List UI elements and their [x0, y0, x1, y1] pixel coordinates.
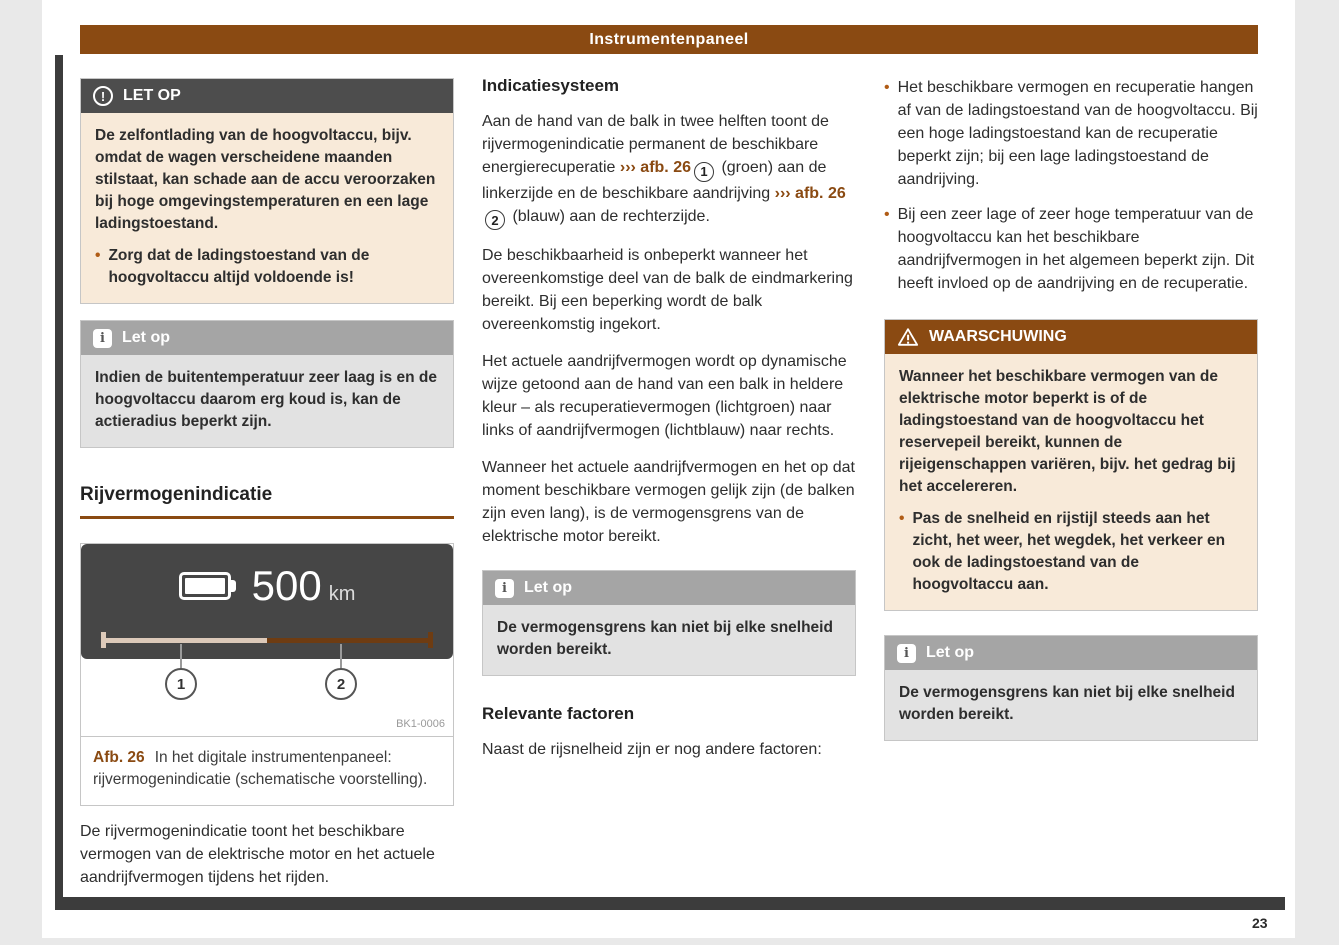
note-box-col3 [884, 635, 1258, 741]
page-header-title: Instrumentenpaneel [589, 30, 749, 48]
col2-paragraph-4: Wanneer het actuele aandrijfvermogen en het op dat moment beschikbare vermogen gelijk zijn (de balken zijn even lang), is de vermogensgrens van de elektrische motor bereikt. [482, 459, 855, 545]
info-icon: i [495, 579, 514, 598]
drive-segment [267, 638, 433, 643]
exclamation-circle-icon: ! [93, 86, 113, 106]
note-text: De vermogensgrens kan niet bij elke snelheid worden bereikt. [899, 684, 1235, 723]
afb26-reference-1: ››› afb. 26 [619, 159, 691, 176]
figure-caption-label: Afb. 26 [93, 749, 145, 766]
note-box-col1 [80, 320, 454, 448]
col3-bullet-1 [884, 76, 1258, 191]
note-box-body [885, 670, 1257, 740]
callout-line-1 [180, 644, 182, 670]
battery-body [179, 572, 231, 600]
caution-box [80, 78, 454, 304]
caution-box-title: LET OP [123, 87, 181, 104]
note-box-header [483, 571, 855, 605]
bullet-dot: • [884, 79, 890, 96]
column-3 [884, 68, 1258, 889]
caution-bullet-item [95, 245, 439, 289]
caution-text: De zelfontlading van de hoogvoltaccu, bijv. omdat de wagen verscheidene maanden stilstaat, kan schade aan de accu veroorzaken bij hoge omgevingstemperaturen en een lage ladingstoestand. [95, 127, 436, 232]
range-readout [252, 562, 356, 610]
recuperation-segment [101, 638, 267, 643]
p1-text-3: (blauw) aan de rechterzijde. [508, 207, 710, 225]
note-box-title: Let op [926, 644, 974, 661]
col3-bullet-2-text: Bij een zeer lage of zeer hoge temperatuur van de hoogvoltaccu kan het beschikbare aandrijfvermogen in het algemeen beperkt zijn. Dit heeft invloed op de aandrijving en de recuperatie. [897, 206, 1255, 292]
warning-box [884, 319, 1258, 611]
warning-text: Wanneer het beschikbare vermogen van de elektrische motor beperkt is of de ladingstoestand van de hoogvoltaccu het reservepeil bereikt, kunnen de rijeigenschappen variëren, bijv. het gedrag bij het accelereren. [899, 368, 1236, 495]
figure-afb-26 [80, 543, 454, 806]
col2-paragraph-5: Naast de rijsnelheid zijn er nog andere factoren: [482, 741, 822, 758]
caution-bullet-text: Zorg dat de ladingstoestand van de hoogvoltaccu altijd voldoende is! [108, 247, 370, 286]
figure-image [81, 544, 453, 736]
info-icon: i [93, 329, 112, 348]
battery-terminal [231, 580, 236, 592]
caution-box-header [81, 79, 453, 113]
note-box-title: Let op [122, 329, 170, 346]
bullet-dot: • [884, 206, 890, 223]
col2-paragraph-2: De beschikbaarheid is onbeperkt wanneer het overeenkomstige deel van de balk de eindmarkering bereikt. Bij een beperking wordt de balk overeenkomstig ingekort. [482, 247, 853, 333]
p1-text-1: Aan de hand van de balk in twee helften toont de rijvermogenindicatie permanent de beschikbare energierecuperatie [482, 113, 829, 176]
figure-code: BK1-0006 [396, 718, 445, 730]
note-box-title: Let op [524, 579, 572, 596]
page-number: 23 [1252, 915, 1268, 931]
callout-ref-1: 1 [694, 162, 714, 182]
afb26-reference-2: ››› afb. 26 [774, 184, 846, 202]
section-heading: Rijvermogenindicatie [80, 484, 454, 519]
note-text: Indien de buitentemperatuur zeer laag is en de hoogvoltaccu daarom erg koud is, kan de actieradius beperkt zijn. [95, 369, 437, 430]
warning-bullet-item [899, 508, 1243, 596]
warning-box-body [885, 354, 1257, 610]
callout-ref-2: 2 [485, 210, 505, 230]
warning-box-title: WAARSCHUWING [929, 328, 1067, 345]
page-content [80, 68, 1258, 889]
note-box-header [885, 636, 1257, 670]
bottom-edge-bar [55, 897, 1285, 910]
heading-relevante-factoren: Relevante factoren [482, 704, 635, 723]
instrument-display [81, 544, 453, 659]
p1-text-2: (groen) aan de linkerzijde en de beschikbare aandrijving [482, 159, 827, 202]
range-unit: km [328, 583, 356, 605]
column-1 [80, 68, 454, 889]
note-box-body [81, 355, 453, 447]
callout-circle-2: 2 [325, 668, 357, 700]
note-box-col2 [482, 570, 856, 676]
range-display-row [81, 544, 453, 610]
col3-bullet-2 [884, 203, 1258, 295]
figure-caption [81, 736, 453, 805]
warning-bullet-text: Pas de snelheid en rijstijl steeds aan het zicht, het weer, het wegdek, het verkeer en ook de ladingstoestand van de hoogvoltaccu aan. [912, 510, 1226, 593]
heading-indicatiesysteem: Indicatiesysteem [482, 76, 620, 95]
warning-triangle-icon [897, 327, 919, 347]
caution-box-body [81, 113, 453, 303]
callout-line-2 [340, 644, 342, 670]
bullet-dot: • [95, 247, 101, 264]
note-box-header [81, 321, 453, 355]
col3-bullet-1-text: Het beschikbare vermogen en recuperatie hangen af van de ladingstoestand van de hoogvoltaccu. Bij een hoge ladingstoestand kan de recuperatie beperkt zijn; bij een lage ladingstoestand de aandrijving. [897, 79, 1258, 188]
page-header-bar [80, 25, 1258, 54]
warning-box-header [885, 320, 1257, 354]
col1-paragraph: De rijvermogenindicatie toont het beschikbare vermogen van de elektrische motor en het actuele aandrijfvermogen tijdens het rijden. [80, 823, 435, 886]
note-text: De vermogensgrens kan niet bij elke snelheid worden bereikt. [497, 619, 833, 658]
note-box-body [483, 605, 855, 675]
figure-caption-text: In het digitale instrumentenpaneel: rijvermogenindicatie (schematische voorstelling). [93, 749, 428, 788]
col2-paragraph-1 [482, 110, 856, 230]
bar-end-tick-right [428, 632, 433, 648]
column-2 [482, 68, 856, 889]
bullet-dot: • [899, 510, 905, 527]
left-edge-bar [55, 55, 63, 910]
col2-paragraph-3: Het actuele aandrijfvermogen wordt op dynamische wijze getoond aan de hand van een balk in heldere kleur – als recuperatievermogen (lichtgroen) naar links of aandrijfvermogen (lichtblauw) naar rechts. [482, 353, 847, 439]
info-icon: i [897, 644, 916, 663]
battery-icon [179, 572, 236, 600]
range-value: 500 [251, 562, 322, 609]
callout-circle-1: 1 [165, 668, 197, 700]
power-indicator-bar [101, 632, 433, 648]
